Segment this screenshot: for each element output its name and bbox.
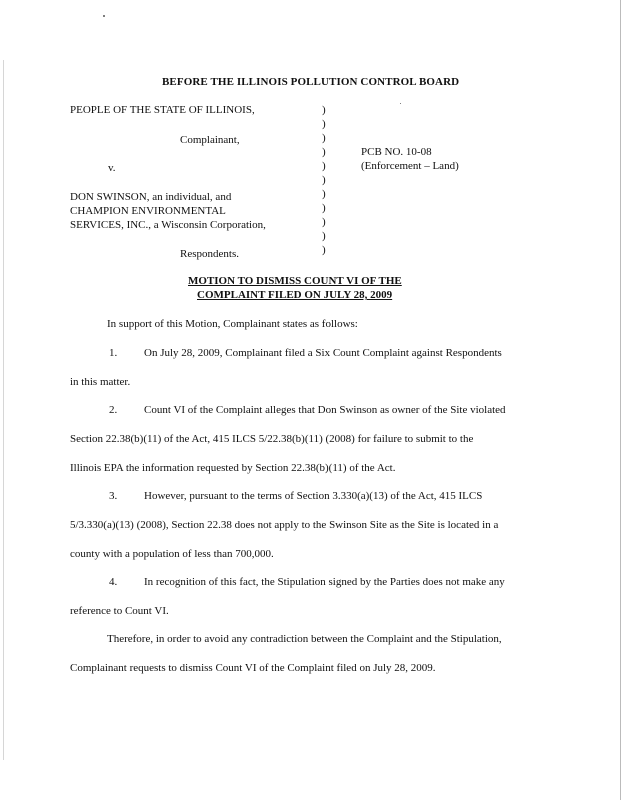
- caption-paren: ): [322, 230, 326, 242]
- defendant-role: Respondents.: [180, 248, 239, 260]
- versus-label: v.: [108, 162, 116, 174]
- scan-speck: [400, 103, 401, 104]
- paragraph-1-line-2: in this matter.: [70, 376, 131, 388]
- caption-paren: ): [322, 132, 326, 144]
- scan-edge-right: [620, 0, 621, 800]
- case-type: (Enforcement – Land): [361, 160, 459, 172]
- defendant-line-2: CHAMPION ENVIRONMENTAL: [70, 205, 226, 217]
- paragraph-3-line-2: 5/3.330(a)(13) (2008), Section 22.38 does not apply to the Swinson Site as the Site is located in a: [70, 519, 499, 531]
- paragraph-number: 4.: [109, 576, 118, 588]
- closing-line-1: Therefore, in order to avoid any contradiction between the Complaint and the Stipulation,: [107, 633, 502, 645]
- caption-paren: ): [322, 146, 326, 158]
- caption-paren: ): [322, 188, 326, 200]
- caption-paren: ): [322, 216, 326, 228]
- paragraph-4-line-1: In recognition of this fact, the Stipulation signed by the Parties does not make any: [144, 576, 505, 588]
- caption-paren: ): [322, 104, 326, 116]
- caption-paren: ): [322, 202, 326, 214]
- paragraph-number: 1.: [109, 347, 118, 359]
- defendant-line-1: DON SWINSON, an individual, and: [70, 191, 232, 203]
- paragraph-2-line-1: Count VI of the Complaint alleges that Don Swinson as owner of the Site violated: [144, 404, 506, 416]
- paragraph-4-line-2: reference to Count VI.: [70, 605, 169, 617]
- paragraph-2-line-2: Section 22.38(b)(11) of the Act, 415 ILCS 5/22.38(b)(11) (2008) for failure to submit to the: [70, 433, 474, 445]
- paragraph-1-line-1: On July 28, 2009, Complainant filed a Six Count Complaint against Respondents: [144, 347, 502, 359]
- paragraph-3-line-1: However, pursuant to the terms of Section 3.330(a)(13) of the Act, 415 ILCS: [144, 490, 483, 502]
- case-number: PCB NO. 10-08: [361, 146, 432, 158]
- caption-paren: ): [322, 118, 326, 130]
- caption-paren: ): [322, 244, 326, 256]
- caption-paren: ): [322, 174, 326, 186]
- paragraph-number: 3.: [109, 490, 118, 502]
- paragraph-2-line-3: Illinois EPA the information requested by Section 22.38(b)(11) of the Act.: [70, 462, 396, 474]
- scan-speck: [103, 15, 105, 17]
- board-title: BEFORE THE ILLINOIS POLLUTION CONTROL BOARD: [162, 76, 460, 88]
- paragraph-3-line-3: county with a population of less than 700,000.: [70, 548, 274, 560]
- plaintiff-name: PEOPLE OF THE STATE OF ILLINOIS,: [70, 104, 255, 116]
- caption-paren: ): [322, 160, 326, 172]
- paragraph-number: 2.: [109, 404, 118, 416]
- plaintiff-role: Complainant,: [180, 134, 240, 146]
- scan-edge-left: [3, 60, 4, 760]
- motion-title-line-2: COMPLAINT FILED ON JULY 28, 2009: [197, 289, 393, 301]
- closing-line-2: Complainant requests to dismiss Count VI of the Complaint filed on July 28, 2009.: [70, 662, 436, 674]
- motion-title-line-1: MOTION TO DISMISS COUNT VI OF THE: [188, 275, 402, 287]
- motion-intro: In support of this Motion, Complainant states as follows:: [107, 318, 358, 330]
- defendant-line-3: SERVICES, INC., a Wisconsin Corporation,: [70, 219, 266, 231]
